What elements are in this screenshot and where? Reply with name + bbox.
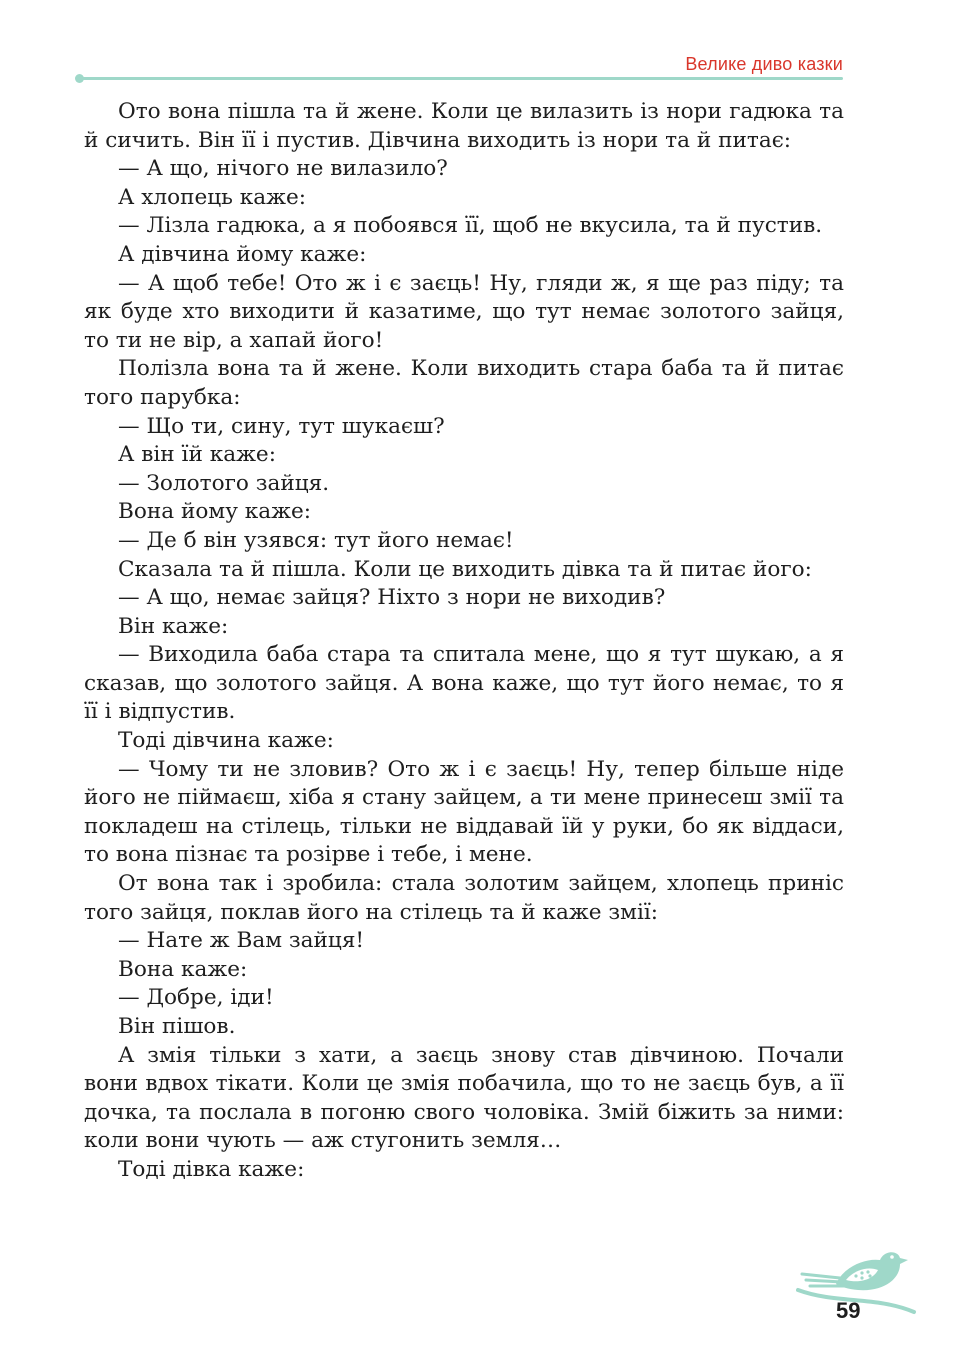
paragraph: От вона так і зробила: стала золотим зайцем, хлопець приніс того зайця, поклав його на стілець та й каже змії: [84,871,844,925]
header-rule [80,77,843,80]
paragraph: А дівчина йому каже: [118,241,367,267]
paragraph: Ото вона пішла та й жене. Коли це вилазить із нори гадюка та й сичить. Він її і пустив. Дівчина виходить із нори та й питає: [84,99,844,153]
paragraph: А змія тільки з хати, а заєць знову став дівчиною. Почали вони вдвох тікати. Коли це змія побачила, що то не заєць був, а її дочка, та послала в погоню свого чоловіка. Змій біжить за ними: коли вони чують — аж стугонить земля… [84,1042,844,1154]
paragraph: — А що, немає зайця? Ніхто з нори не виходив? [118,585,666,611]
paragraph: Вона каже: [118,956,248,982]
paragraph: — Добре, іди! [118,985,274,1011]
paragraph: — Що ти, сину, тут шукаєш? [118,413,445,439]
story-text [84,98,844,1185]
page-number: 59 [836,1298,861,1323]
paragraph: Він каже: [118,613,229,639]
running-title: Велике диво казки [685,54,843,74]
paragraph: — А що, нічого не вилазило? [118,156,448,182]
paragraph: Сказала та й пішла. Коли це виходить дівка та й питає його: [118,556,812,582]
header-rule-dot [75,74,84,83]
paragraph: Він пішов. [118,1014,236,1039]
paragraph: — Виходила баба стара та спитала мене, що я тут шукаю, а я сказав, що золотого зайця. А вона каже, що тут його немає, то я її і відпустив. [84,642,844,725]
paragraph: — А щоб тебе! Ото ж і є заєць! Ну, гляди ж, я ще раз піду; та як буде хто виходити й казатиме, що тут немає золотого зайця, то ти не вір, а хапай його! [84,270,844,353]
paragraph: — Де б він узявся: тут його немає! [118,527,514,553]
paragraph: А хлопець каже: [118,184,307,210]
paragraph: Вона йому каже: [118,499,312,525]
paragraph: — Чому ти не зловив? Ото ж і є заєць! Ну, тепер більше ніде його не піймаєш, хіба я стану зайцем, а ти мене принесеш змії та покладеш на стілець, тільки не віддавай їй у руки, бо як віддаси, то вона пізнає та розірве і тебе, і мене. [84,756,844,868]
paragraph: А він їй каже: [118,442,276,468]
paragraph: Тоді дівчина каже: [118,728,334,754]
paragraph: Тоді дівка каже: [118,1156,305,1182]
paragraph: — Нате ж Вам зайця! [118,928,365,954]
paragraph: — Лізла гадюка, а я побоявся її, щоб не вкусила, та й пустив. [118,213,823,239]
paragraph: Полізла вона та й жене. Коли виходить стара баба та й питає того парубка: [84,356,844,410]
paragraph: — Золотого зайця. [118,470,330,496]
